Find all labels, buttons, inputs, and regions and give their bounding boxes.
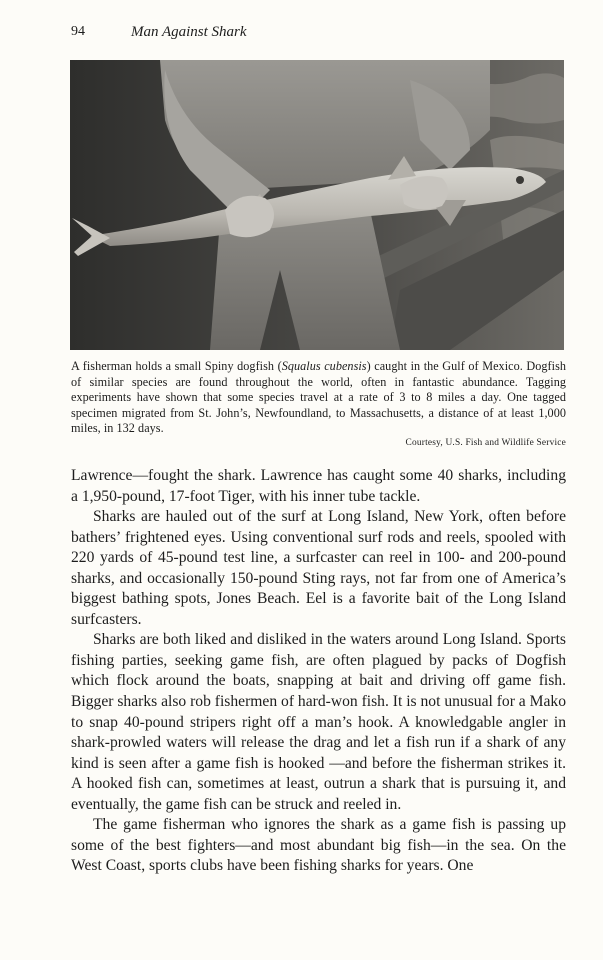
caption-species-name: Squalus cubensis <box>281 359 367 373</box>
paragraph-continued: Lawrence—fought the shark. Lawrence has caught some 40 sharks, including a 1,950-pound, 17-foot Tiger, with his inner tube tackle. <box>71 467 566 505</box>
running-title: Man Against Shark <box>131 24 247 40</box>
caption-text-end: ) caught in the Gulf of Mexico. Dogfish of similar species are found throughout the world, often in fantastic abundance. Tagging experiments have shown that some species travel at a rate of 3 to 8 miles a day. One tagged specimen migrated from St. John’s, Newfoundland, to Massachusetts, a distance of at least 1,000 miles, in 132 days. <box>71 359 567 436</box>
page-number: 94 <box>71 24 85 39</box>
body-text <box>71 466 566 877</box>
photo-credit: Courtesy, U.S. Fish and Wildlife Service <box>405 438 566 448</box>
page-header <box>71 24 566 46</box>
paragraph: Sharks are both liked and disliked in the waters around Long Island. Sports fishing parties, seeking game fish, are often plagued by packs of Dogfish which flock around the boats, snapping at bait and driving off game fish. Bigger sharks also rob fishermen of hard-won fish. It is not unusual for a Mako to snap 40-pound stripers right off a man’s hook. A knowledgable angler in shark-prowled waters will release the drag and let a fish run if a shark of any kind is seen after a game fish is hooked —and before the fisherman strikes it. A hooked fish can, sometimes at least, outrun a shark that is pursuing it, and eventually, the game fish can be struck and reeled in. <box>71 631 567 813</box>
caption-text-start: A fisherman holds a small Spiny dogfish ( <box>71 359 282 373</box>
fisherman-dogfish-photo <box>70 60 564 350</box>
photo-caption <box>71 359 566 437</box>
photo-illustration <box>70 60 564 350</box>
paragraph: Sharks are hauled out of the surf at Long Island, New York, often before bathers’ frightened eyes. Using conventional surf rods and reels, spooled with 220 yards of 45-pound test line, a surfcaster can reel in 100- and 200-pound sharks, and occasionally 150-pound Sting rays, not far from one of America’s biggest bathing spots, Jones Beach. Eel is a favorite bait of the Long Island surfcasters. <box>71 508 566 628</box>
paragraph: The game fisherman who ignores the shark as a game fish is passing up some of the best fighters—and most abundant big fish—in the sea. On the West Coast, sports clubs have been fishing sharks for years. One <box>71 816 566 875</box>
